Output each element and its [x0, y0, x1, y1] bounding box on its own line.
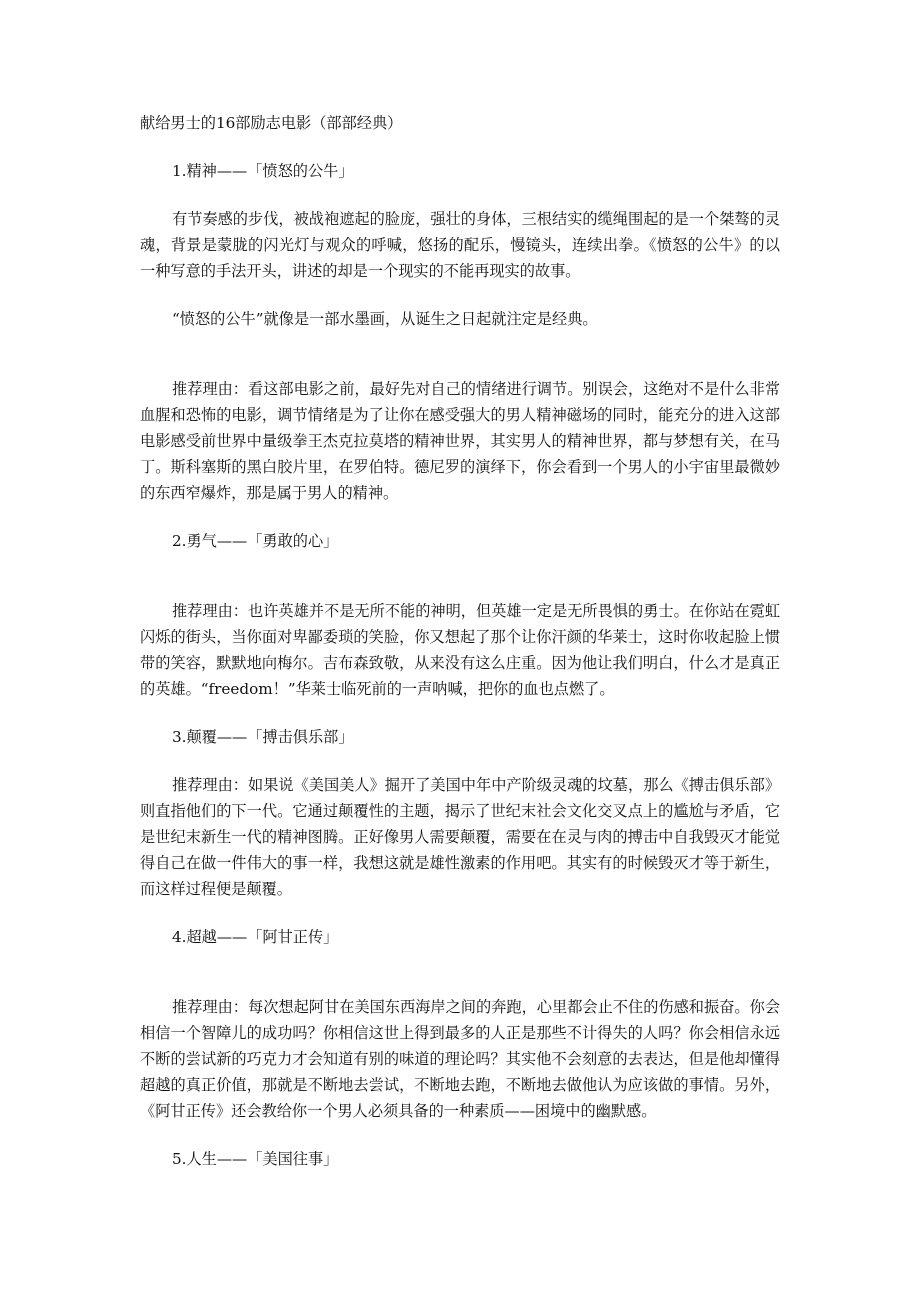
section-heading-5: 5.人生——「美国往事」 [172, 1150, 339, 1168]
blank-line [140, 576, 780, 598]
section-heading-3: 3.颠覆——「搏击俱乐部」 [172, 728, 354, 746]
section-4-paragraph-1: 推荐理由：每次想起阿甘在美国东西海岸之间的奔跑，心里都会止不住的伤感和振奋。你会相信一个智障儿的成功吗？你相信这世上得到最多的人正是那些不计得失的人吗？你会相信永远不断的尝试新的巧克力才会知道有别的味道的理论吗？其实他不会刻意的去表达，但是他却懂得超越的真正价值，那就是不断地去尝试，不断地去跑，不断地去做他认为应该做的事情。另外，《阿甘正传》还会教给你一个男人必须具备的一种素质——困境中的幽默感。 [140, 998, 780, 1120]
section-1-paragraph-1: 有节奏感的步伐，被战袍遮起的脸庞，强壮的身体，三根结实的缆绳围起的是一个桀骜的灵魂，背景是蒙胧的闪光灯与观众的呼喊，悠扬的配乐，慢镜头，连续出拳。《愤怒的公牛》的以一种写意的手法开头，讲述的却是一个现实的不能再现实的故事。 [140, 210, 780, 280]
section-1-paragraph-3: 推荐理由：看这部电影之前，最好先对自己的情绪进行调节。别误会，这绝对不是什么非常血腥和恐怖的电影，调节情绪是为了让你在感受强大的男人精神磁场的同时，能充分的进入这部电影感受前世界中量级拳王杰克拉莫塔的精神世界，其实男人的精神世界，都与梦想有关，在马丁。斯科塞斯的黑白胶片里，在罗伯特。德尼罗的演绎下，你会看到一个男人的小宇宙里最微妙的东西窄爆炸，那是属于男人的精神。 [140, 380, 780, 502]
blank-line [140, 972, 780, 994]
blank-line [140, 354, 780, 376]
section-3-paragraph-1: 推荐理由：如果说《美国美人》掘开了美国中年中产阶级灵魂的坟墓，那么《搏击俱乐部》则直指他们的下一代。它通过颠覆性的主题，揭示了世纪末社会文化交叉点上的尴尬与矛盾，它是世纪末新生一代的精神图腾。正好像男人需要颠覆，需要在在灵与肉的搏击中自我毁灭才能觉得自己在做一件伟大的事一样，我想这就是雄性激素的作用吧。其实有的时候毁灭才等于新生，而这样过程便是颠覆。 [140, 776, 780, 898]
section-heading-1: 1.精神——「愤怒的公牛」 [172, 162, 354, 180]
section-heading-2: 2.勇气——「勇敢的心」 [172, 532, 339, 550]
document-page [140, 110, 780, 1194]
document-title: 献给男士的16部励志电影（部部经典） [140, 114, 403, 132]
section-1-paragraph-2: “愤怒的公牛”就像是一部水墨画，从诞生之日起就注定是经典。 [172, 310, 598, 328]
section-heading-4: 4.超越——「阿甘正传」 [172, 928, 339, 946]
section-2-paragraph-1: 推荐理由：也许英雄并不是无所不能的神明，但英雄一定是无所畏惧的勇士。在你站在霓虹闪烁的街头，当你面对卑鄙委琐的笑脸，你又想起了那个让你汗颜的华莱士，这时你收起脸上惯带的笑容，默默地向梅尔。吉布森致敬，从来没有这么庄重。因为他让我们明白，什么才是真正的英雄。“freedom！”华莱士临死前的一声呐喊，把你的血也点燃了。 [140, 602, 780, 698]
